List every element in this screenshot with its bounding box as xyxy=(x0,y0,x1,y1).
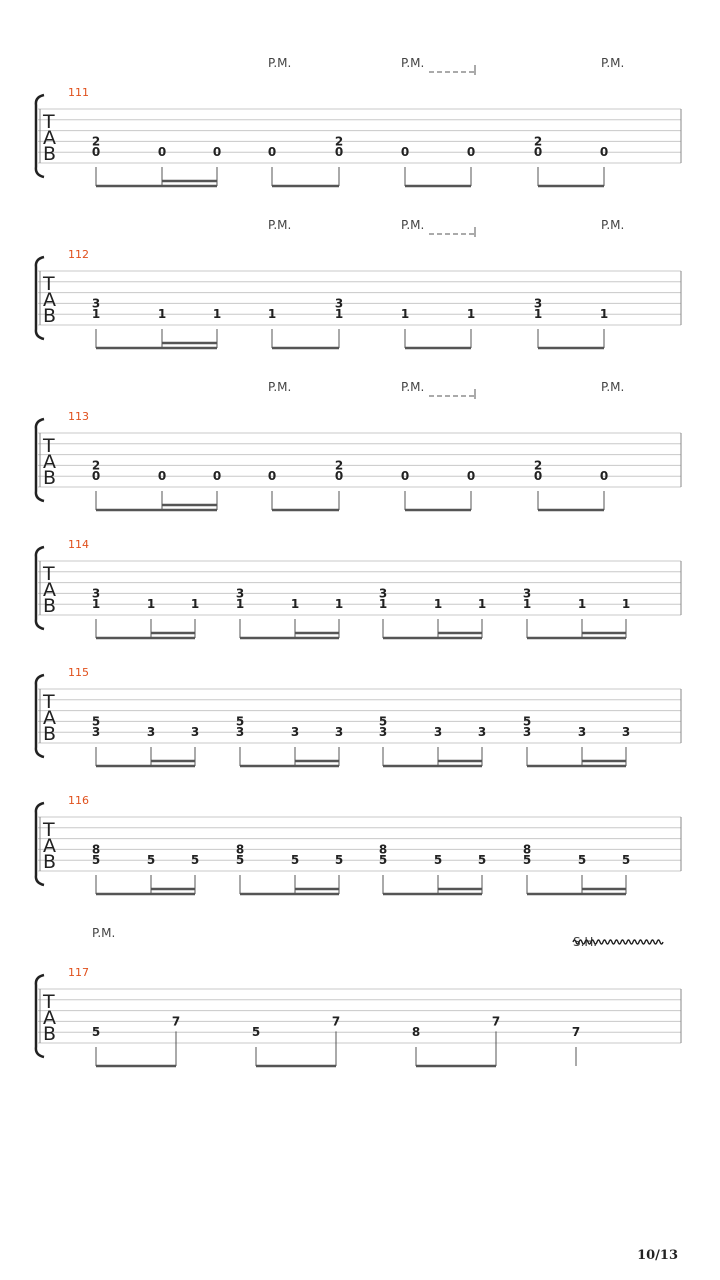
fret-number: 2 xyxy=(334,134,344,149)
tab-clef-letter: T xyxy=(43,819,55,841)
tab-clef-letter: A xyxy=(43,289,56,311)
fret-number: 2 xyxy=(533,458,543,473)
fret-number: 3 xyxy=(522,725,532,740)
measure-number: 117 xyxy=(68,966,89,979)
fret-number: 0 xyxy=(91,469,101,484)
tab-clef-letter: A xyxy=(43,451,56,473)
tab-clef-letter: A xyxy=(43,1007,56,1029)
fret-number: 0 xyxy=(157,469,167,484)
fret-number: 3 xyxy=(146,725,156,740)
fret-number: 7 xyxy=(331,1014,341,1029)
fret-number: 1 xyxy=(334,307,344,322)
fret-number: 1 xyxy=(577,597,587,612)
palm-mute-label: P.M. xyxy=(401,218,425,232)
fret-number: 1 xyxy=(212,307,222,322)
fret-number: 5 xyxy=(433,853,443,868)
tab-clef-letter: A xyxy=(43,127,56,149)
tab-system xyxy=(36,538,681,638)
fret-number: 0 xyxy=(599,469,609,484)
page-number: 10/13 xyxy=(637,1248,678,1263)
fret-number: 3 xyxy=(378,725,388,740)
fret-number: 5 xyxy=(146,853,156,868)
fret-number: 0 xyxy=(599,145,609,160)
palm-mute-label: P.M. xyxy=(401,380,425,394)
tab-system xyxy=(36,56,681,186)
tab-system xyxy=(36,218,681,348)
fret-number: 7 xyxy=(171,1014,181,1029)
fret-number: 1 xyxy=(267,307,277,322)
tab-clef-letter: A xyxy=(43,579,56,601)
fret-number: 1 xyxy=(378,597,388,612)
fret-number: 0 xyxy=(533,469,543,484)
fret-number: 3 xyxy=(290,725,300,740)
tab-clef-letter: T xyxy=(43,111,55,133)
fret-number: 8 xyxy=(91,842,101,857)
fret-number: 2 xyxy=(533,134,543,149)
fret-number: 3 xyxy=(378,586,388,601)
fret-number: 0 xyxy=(334,145,344,160)
tab-clef-letter: T xyxy=(43,563,55,585)
tab-clef-letter: B xyxy=(43,595,57,617)
fret-number: 5 xyxy=(334,853,344,868)
fret-number: 2 xyxy=(334,458,344,473)
fret-number: 3 xyxy=(334,725,344,740)
tab-clef-letter: B xyxy=(43,723,57,745)
fret-number: 7 xyxy=(571,1025,581,1040)
fret-number: 5 xyxy=(251,1025,261,1040)
fret-number: 5 xyxy=(190,853,200,868)
tab-clef-letter: T xyxy=(43,991,55,1013)
fret-number: 1 xyxy=(91,597,101,612)
fret-number: 1 xyxy=(91,307,101,322)
fret-number: 1 xyxy=(157,307,167,322)
fret-number: 3 xyxy=(433,725,443,740)
tab-clef-letter: A xyxy=(43,835,56,857)
tab-clef-letter: B xyxy=(43,143,57,165)
fret-number: 0 xyxy=(400,469,410,484)
fret-number: 2 xyxy=(91,458,101,473)
fret-number: 3 xyxy=(91,725,101,740)
fret-number: 5 xyxy=(621,853,631,868)
fret-number: 1 xyxy=(599,307,609,322)
fret-number: 1 xyxy=(190,597,200,612)
fret-number: 0 xyxy=(267,469,277,484)
measure-number: 111 xyxy=(68,86,89,99)
fret-number: 0 xyxy=(212,469,222,484)
fret-number: 0 xyxy=(212,145,222,160)
fret-number: 8 xyxy=(235,842,245,857)
fret-number: 3 xyxy=(522,586,532,601)
tab-clef-letter: T xyxy=(43,273,55,295)
tab-clef-letter: A xyxy=(43,707,56,729)
fret-number: 1 xyxy=(146,597,156,612)
fret-number: 3 xyxy=(91,586,101,601)
fret-number: 5 xyxy=(91,714,101,729)
fret-number: 1 xyxy=(400,307,410,322)
fret-number: 5 xyxy=(91,853,101,868)
fret-number: 1 xyxy=(433,597,443,612)
fret-number: 5 xyxy=(290,853,300,868)
tab-system xyxy=(36,794,681,894)
fret-number: 5 xyxy=(378,714,388,729)
tab-system xyxy=(36,926,681,1066)
tab-clef-letter: T xyxy=(43,435,55,457)
measure-number: 113 xyxy=(68,410,89,423)
fret-number: 5 xyxy=(378,853,388,868)
fret-number: 0 xyxy=(334,469,344,484)
fret-number: 3 xyxy=(577,725,587,740)
fret-number: 3 xyxy=(533,296,543,311)
harmonic-label: S.H. xyxy=(573,935,598,949)
fret-number: 5 xyxy=(477,853,487,868)
fret-number: 8 xyxy=(378,842,388,857)
fret-number: 5 xyxy=(577,853,587,868)
fret-number: 5 xyxy=(235,714,245,729)
fret-number: 0 xyxy=(400,145,410,160)
fret-number: 3 xyxy=(190,725,200,740)
measure-number: 116 xyxy=(68,794,89,807)
tab-clef-letter: B xyxy=(43,851,57,873)
fret-number: 5 xyxy=(522,714,532,729)
palm-mute-label: P.M. xyxy=(268,380,292,394)
tab-clef-letter: B xyxy=(43,467,57,489)
fret-number: 1 xyxy=(466,307,476,322)
tab-system xyxy=(36,380,681,510)
fret-number: 0 xyxy=(533,145,543,160)
fret-number: 0 xyxy=(466,145,476,160)
fret-number: 0 xyxy=(157,145,167,160)
palm-mute-label: P.M. xyxy=(601,56,625,70)
fret-number: 3 xyxy=(235,725,245,740)
fret-number: 1 xyxy=(235,597,245,612)
fret-number: 1 xyxy=(334,597,344,612)
measure-number: 114 xyxy=(68,538,89,551)
fret-number: 3 xyxy=(621,725,631,740)
fret-number: 1 xyxy=(522,597,532,612)
fret-number: 1 xyxy=(477,597,487,612)
fret-number: 5 xyxy=(235,853,245,868)
palm-mute-label: P.M. xyxy=(601,218,625,232)
fret-number: 0 xyxy=(91,145,101,160)
fret-number: 3 xyxy=(334,296,344,311)
measure-number: 115 xyxy=(68,666,89,679)
fret-number: 3 xyxy=(91,296,101,311)
tab-clef-letter: B xyxy=(43,305,57,327)
fret-number: 1 xyxy=(290,597,300,612)
fret-number: 1 xyxy=(621,597,631,612)
fret-number: 7 xyxy=(491,1014,501,1029)
fret-number: 0 xyxy=(466,469,476,484)
fret-number: 5 xyxy=(91,1025,101,1040)
palm-mute-label: P.M. xyxy=(92,926,116,940)
fret-number: 3 xyxy=(235,586,245,601)
tab-clef-letter: B xyxy=(43,1023,57,1045)
tab-system xyxy=(36,666,681,766)
palm-mute-label: P.M. xyxy=(401,56,425,70)
palm-mute-label: P.M. xyxy=(601,380,625,394)
palm-mute-label: P.M. xyxy=(268,56,292,70)
fret-number: 8 xyxy=(411,1025,421,1040)
fret-number: 2 xyxy=(91,134,101,149)
fret-number: 1 xyxy=(533,307,543,322)
fret-number: 8 xyxy=(522,842,532,857)
fret-number: 3 xyxy=(477,725,487,740)
measure-number: 112 xyxy=(68,248,89,261)
palm-mute-label: P.M. xyxy=(268,218,292,232)
fret-number: 0 xyxy=(267,145,277,160)
tab-clef-letter: T xyxy=(43,691,55,713)
fret-number: 5 xyxy=(522,853,532,868)
